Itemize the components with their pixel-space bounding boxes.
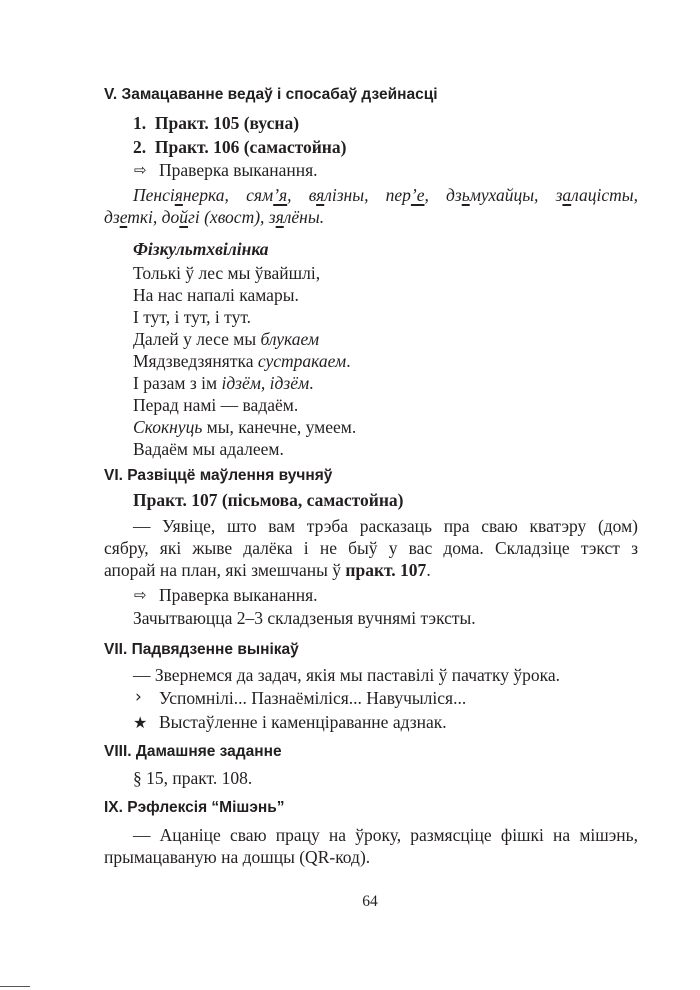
poem-text: Вадаём мы адалеем. (133, 439, 284, 459)
practice-107-subtitle: Практ. 107 (пісьмова, самастойна) (133, 490, 404, 510)
arrow-right-icon: ⇨ (134, 586, 147, 604)
paragraph-line: сябру, які жыве далёка і не быў у вас дома. Складзіце тэкст з (104, 538, 638, 558)
poem-italic-text: Скокнуць (133, 417, 203, 437)
underlined-letter: ’я (273, 185, 288, 205)
poem-text: І разам з ім (133, 373, 222, 393)
word-fragment: ткі, до (127, 207, 180, 227)
section-ix-heading: IX. Рэфлексія “Мішэнь” (104, 799, 285, 816)
word-fragment: лацісты, (571, 185, 639, 205)
list-number: 1. (133, 113, 147, 133)
underlined-letter: й (179, 207, 189, 227)
poem-text: Мядзведзянятка (133, 351, 258, 371)
words-line-2 (104, 207, 324, 227)
star-icon: ★ (133, 713, 148, 732)
paragraph-line (104, 560, 431, 580)
word-fragment: мухайцы, з (469, 185, 563, 205)
homework-line: § 15, практ. 108. (133, 768, 253, 788)
underlined-letter: я (174, 185, 183, 205)
summary-line: Выстаўленне і каменціраванне адзнак. (159, 712, 447, 732)
poem-italic-text: ідзём, ідзём (221, 373, 310, 393)
poem-text: . (309, 373, 314, 393)
section-vi-heading: VI. Развіццё маўлення вучняў (104, 467, 333, 484)
word-fragment: нерка, сям (182, 185, 274, 205)
paragraph-text: . (426, 560, 431, 580)
paragraph-line: — Уявіце, што вам трэба расказаць пра сваю кватэру (дом) (133, 516, 638, 536)
practice-ref: практ. 107 (345, 560, 427, 580)
check-text: Праверка выканання. (159, 585, 318, 605)
poem-line (133, 307, 251, 328)
practice-106-item (133, 137, 346, 157)
poem-line (133, 351, 351, 372)
arrow-right-icon: ⇨ (134, 161, 147, 179)
poem-text: Перад намі — вадаём. (133, 395, 299, 415)
summary-line: — Звернемся да задач, якія мы паставілі ў пачатку ўрока. (133, 665, 560, 685)
underlined-letter: ’е (410, 185, 425, 205)
practice-105-item (133, 113, 299, 133)
word-fragment: лёны. (283, 207, 325, 227)
section-v-heading: V. Замацаванне ведаў і спосабаў дзейнасці (104, 86, 438, 103)
poem-text: На нас напалі камары. (133, 285, 299, 305)
reflection-line: — Ацаніце сваю працу на ўроку, размясціце фішкі на мішэнь, (133, 825, 638, 845)
underlined-letter: а (562, 185, 572, 205)
section-viii-heading: VIII. Дамашняе заданне (104, 743, 282, 760)
page-number: 64 (362, 893, 378, 910)
word-fragment: , дз (424, 185, 462, 205)
word-fragment: дз (104, 207, 120, 227)
list-number: 2. (133, 137, 147, 157)
crop-mark (0, 986, 30, 987)
underlined-letter: ь (461, 185, 470, 205)
check-text: Праверка выканання. (159, 160, 318, 180)
poem-line (133, 439, 284, 460)
word-fragment: лізны, пер (324, 185, 411, 205)
summary-line: Успомнілі... Пазнаёміліся... Навучыліся... (159, 688, 467, 708)
list-text: Практ. 106 (самастойна) (154, 137, 347, 157)
list-text: Практ. 105 (вусна) (154, 113, 300, 133)
poem-line (133, 395, 298, 416)
section-vii-heading: VII. Падвядзенне вынікаў (104, 641, 299, 658)
underlined-letter: я (275, 207, 284, 227)
poem-line (133, 263, 320, 284)
paragraph-text: апорай на план, які змешчаны ў (104, 560, 346, 580)
read-text: Зачытваюцца 2–3 складзеныя вучнямі тэксты. (133, 608, 476, 628)
underlined-letter: е (119, 207, 128, 227)
poem-text: І тут, і тут, і тут. (133, 307, 252, 327)
poem-line (133, 417, 356, 438)
poem-text: Далей у лесе мы (133, 329, 261, 349)
poem-text: . (346, 351, 351, 371)
poem-line (133, 285, 299, 306)
poem-line (133, 329, 319, 350)
word-fragment: , в (287, 185, 317, 205)
fizkult-title: Фізкультхвілінка (133, 239, 269, 259)
word-fragment: гі (хвост), з (188, 207, 276, 227)
words-line-1 (133, 185, 638, 205)
reflection-line: прымацаваную на дошцы (QR-код). (104, 847, 371, 867)
poem-italic-text: блукаем (260, 329, 320, 349)
poem-italic-text: сустракаем (257, 351, 347, 371)
poem-text: Толькі ў лес мы ўвайшлі, (133, 263, 321, 283)
poem-line (133, 373, 314, 394)
word-fragment: Пенсі (133, 185, 175, 205)
poem-text: мы, канечне, умеем. (202, 417, 357, 437)
chevron-right-icon: › (135, 687, 142, 707)
underlined-letter: я (316, 185, 325, 205)
